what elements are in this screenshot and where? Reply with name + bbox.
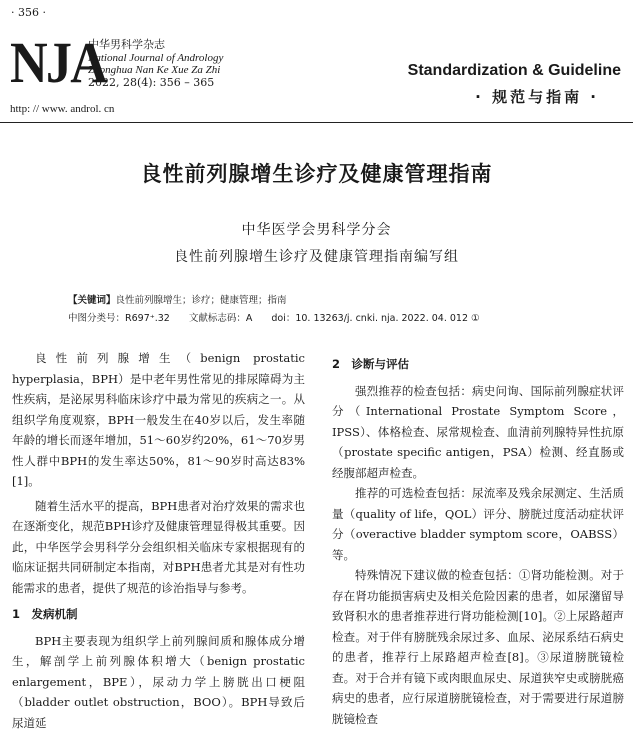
section-heading-2: 2 诊断与评估 [332,354,624,375]
journal-logo: NJA [10,35,106,91]
author-line-2: 良性前列腺增生诊疗及健康管理指南编写组 [0,246,633,266]
journal-name-en: National Journal of Andrology [88,52,223,64]
left-column [12,348,305,733]
keywords-label: 【关键词】 [68,295,116,306]
article-title: 良性前列腺增生诊疗及健康管理指南 [0,158,633,188]
clc-number: 中图分类号：R697⁺.32 [68,313,170,324]
paragraph: 随着生活水平的提高，BPH患者对治疗效果的需求也在逐渐变化，规范BPH诊疗及健康管理显得极其重要。因此，中华医学会男科学分会组织相关临床专家根据现有的临床证据共同研制定本指南，对BPH患者尤其是对有性功能需求的患者，提供了规范的诊治指导与参考。 [12,496,305,599]
doc-code: 文献标志码：A [189,313,253,324]
section-heading-1: 1 发病机制 [12,604,305,625]
keywords-text: 良性前列腺增生；诊疗；健康管理；指南 [116,295,287,306]
doi: doi：10. 13263/j. cnki. nja. 2022. 04. 012 ① [271,313,479,324]
journal-info [88,39,223,89]
journal-name-cn: 中华男科学杂志 [88,39,223,52]
right-column [332,354,624,729]
journal-issue: 2022, 28(4): 356 – 365 [88,77,223,90]
paragraph: 强烈推荐的检查包括：病史问询、国际前列腺症状评分（International Prostate Symptom Score，IPSS）、体格检查、尿常规检查、血清前列腺特异性抗原（prostate specific antigen，PSA）检测、经直肠或经腹部超声检查。 [332,381,624,484]
paragraph: 特殊情况下建议做的检查包括：①肾功能检测。对于存在肾功能损害病史及相关危险因素的患者，如尿潴留导致肾积水的患者推荐进行肾功能检测[10]。②上尿路超声检查。对于伴有膀胱残余尿过多、血尿、泌尿系结石病史的患者，推荐行上尿路超声检查[8]。③尿道膀胱镜检查。对于合并有镜下或肉眼血尿史、尿道狭窄史或膀胱癌病史的患者，应行尿道膀胱镜检查，对于需要进行尿道膀胱镜检查 [332,565,624,729]
paragraph: BPH主要表现为组织学上前列腺间质和腺体成分增生，解剖学上前列腺体积增大（benign prostatic enlargement，BPE），尿动力学上膀胱出口梗阻（bladder outlet obstruction，BOO）。BPH导致后尿道延 [12,631,305,733]
author-line-1: 中华医学会男科学分会 [0,219,633,239]
section-cn: · 规范与指南 · [475,86,599,107]
page-number: · 356 · [11,6,46,19]
header-divider [0,122,633,123]
keywords-block [68,292,480,328]
section-en: Standardization & Guideline [408,62,621,80]
journal-url[interactable]: http: // www. androl. cn [10,103,114,115]
journal-pinyin: Zhonghua Nan Ke Xue Za Zhi [88,64,220,76]
paragraph: 推荐的可选检查包括：尿流率及残余尿测定、生活质量（quality of life，QOL）评分、膀胱过度活动症状评分（overactive bladder symptom score，OABSS）等。 [332,483,624,565]
paragraph: 良性前列腺增生（benign prostatic hyperplasia，BPH）是中老年男性常见的排尿障碍为主性疾病，是泌尿男科临床诊疗中最为常见的疾病之一。从组织学角度观察，BPH一般发生在40岁以后，发生率随年龄的增长而逐年增加，51～60岁约20%，61～70岁男性人群中BPH的发生率达50%，81～90岁时高达83%[1]。 [12,348,305,492]
